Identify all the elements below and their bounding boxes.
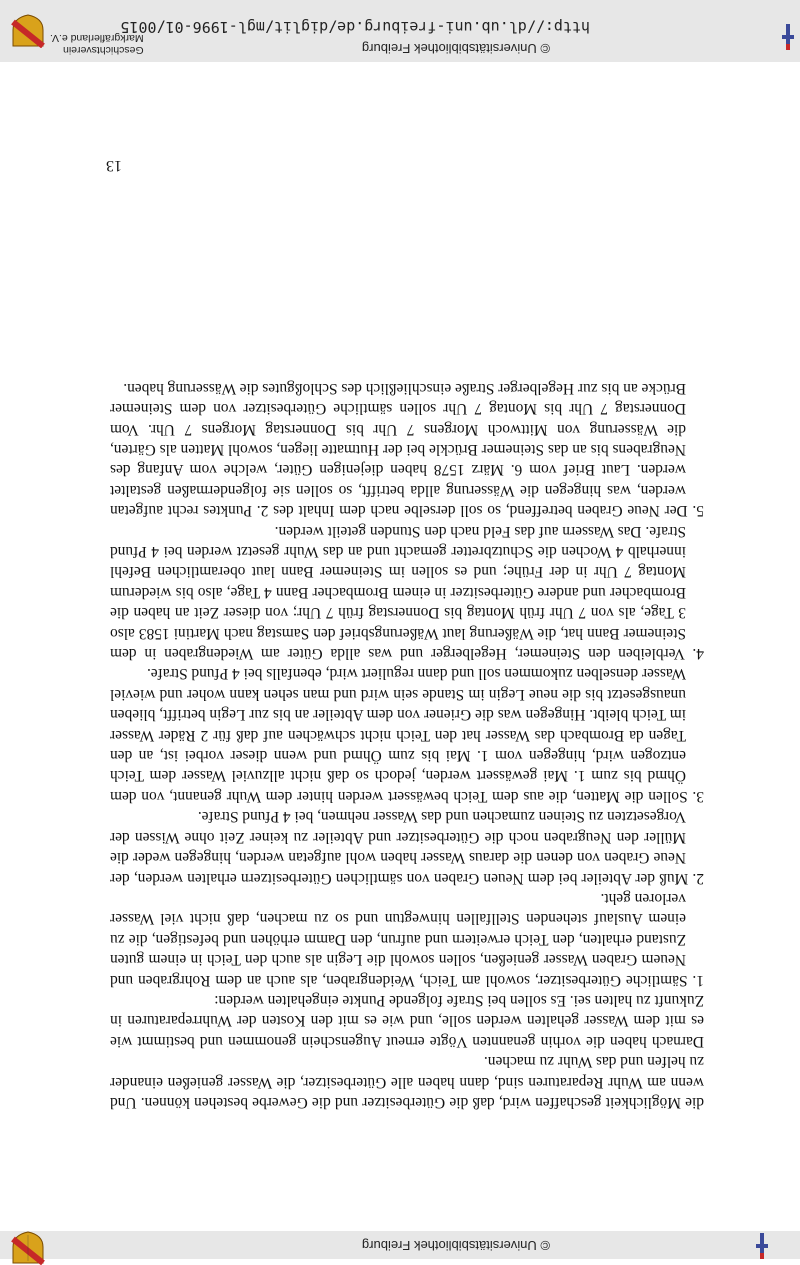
- header-library-text: © Universitätsbibliothek Freiburg: [361, 1238, 550, 1253]
- ub-logo-icon: [782, 24, 794, 50]
- association-crest-icon: [10, 14, 46, 48]
- list-item: 5. Der Neue Graben betreffend, so soll derselbe nach dem Inhalt des 2. Punktes recht aufgetan werden, was hingegen die Wässerung allda betrifft, so sollen sie folgendermaßen gestaltet werden. Laut Brief vom 6. März 1578 haben diejenigen Güter, welche vom Anfang des Neugrabens bis an das Steinemer Brückle bei der Hutmatte liegen, sowohl Matten als Gärten, die Wässerung von Mittwoch Morgens 7 Uhr bis Donnerstag Morgens 7 Uhr. Vom Donnerstag 7 Uhr bis Montag 7 Uhr sollen sämtliche Güterbesitzer von dem Steinemer Brücke an bis zur Hegelberger Straße einschließlich des Schloßgutes die Wässerung haben.: [110, 379, 704, 520]
- footer-url-link[interactable]: http://dl.ub.uni-freiburg.de/diglit/mgl-1996-01/0015: [120, 18, 590, 36]
- association-crest-icon: [10, 1231, 46, 1265]
- list-item: 1. Sämtliche Güterbesitzer, sowohl am Teich, Weidengraben, als auch an dem Rohrgraben und Neuem Graben Wasser genießen, sollen sowohl die Legin als auch den Teich in einem guten Zustand erhalten, den Teich erweitern und aufrun, den Damm erhöhen und befestigen, die zu einem Auslauf stehenden Stellfallen hinwegtun und so zu machen, daß nicht viel Wasser verloren geht.: [110, 889, 704, 989]
- paragraph: Darnach haben die vorhin genannten Vögte erneut Augenschein genommen und bestimmt wie es mit dem Wasser gehalten werden solle, und wie es mit den Kosten der Wuhrreparaturen in Zukunft zu halten sei. Es sollen bei Strafe folgende Punkte eingehalten werden:: [110, 991, 704, 1050]
- top-band: [0, 1231, 800, 1259]
- page-number: 13: [106, 157, 122, 174]
- list-item: 4. Verbleiben den Steinemer, Hegelberger und was allda Güter am Wiedengraben in dem Steinemer Bann hat, die Wäßerung laut Wäßerungsbrief den Samstag nach Martini 1583 also 3 Tage, als von 7 Uhr früh Montag bis Donnerstag früh 7 Uhr; von dieser Zeit an haben die Brombacher und andere Güterbesitzer in einem Brombacher Bann 4 Tage, also bis wiederum Montag 7 Uhr in der Frühe; und es sollen im Steinemer Bann laut oberamtlichen Befehl innerhalb 4 Wochen die Schutzbretter gemacht und an das Wuhr gesetzt werden bei 4 Pfund Strafe. Das Wassern auf das Feld nach den Stunden geteilt werden.: [110, 522, 704, 663]
- association-line: Markgräflerland e.V.: [50, 32, 144, 44]
- document-body: [110, 377, 704, 1112]
- association-name: [50, 32, 144, 56]
- list-item: 2. Muß der Abteiler bei dem Neuen Graben von sämtlichen Güterbesitzern erhalten werden, der Neue Graben von denen die daraus Wasser haben wohl aufgetan werden, hingegen weder die Müller den Neugraben noch die Güterbesitzer und Abteiler zu keiner Zeit ohne Wissen der Vorgesetzten zu Steinen zumachen und das Wasser nehmen, bei 4 Pfund Strafe.: [110, 808, 704, 887]
- ub-logo-icon: [756, 1233, 768, 1259]
- bottom-band: [0, 0, 800, 62]
- paragraph: die Möglichkeit geschaffen wird, daß die Güterbesitzer und die Gewerbe bestehen können. Und wenn am Wuhr Reparaturen sind, dann haben alle Güterbesitzer, die Wasser genießen einander zu helfen und das Wuhr zu machen.: [110, 1053, 704, 1111]
- association-line: Geschichtsverein: [63, 44, 144, 56]
- footer-copyright: © Universitätsbibliothek Freiburg: [361, 41, 550, 56]
- list-item: 3. Sollen die Matten, die aus dem Teich bewässert werden hinter dem Wuhr genannt, von dem Öhmd bis zum 1. Mai gewässert werden, jedoch so daß nicht allzuviel Wasser dem Teich entzogen wird, hingegen vom 1. Mai bis zum Öhmd und wenn dieser vorbei ist, an den Tagen da Brombach das Wasser hat den Teich nicht schwächen auf daß für 2 Räder Wasser im Teich bleibt. Hingegen was die Griener von dem Abteiler an bis zur Legin betrifft, blieben unausgesetzt bis die neue Legin im Stande sein wird und man sehen kann woher und wieviel Wasser denselben zukommen soll und dann reguliert wird, ebenfalls bei 4 Pfund Strafe.: [110, 665, 704, 805]
